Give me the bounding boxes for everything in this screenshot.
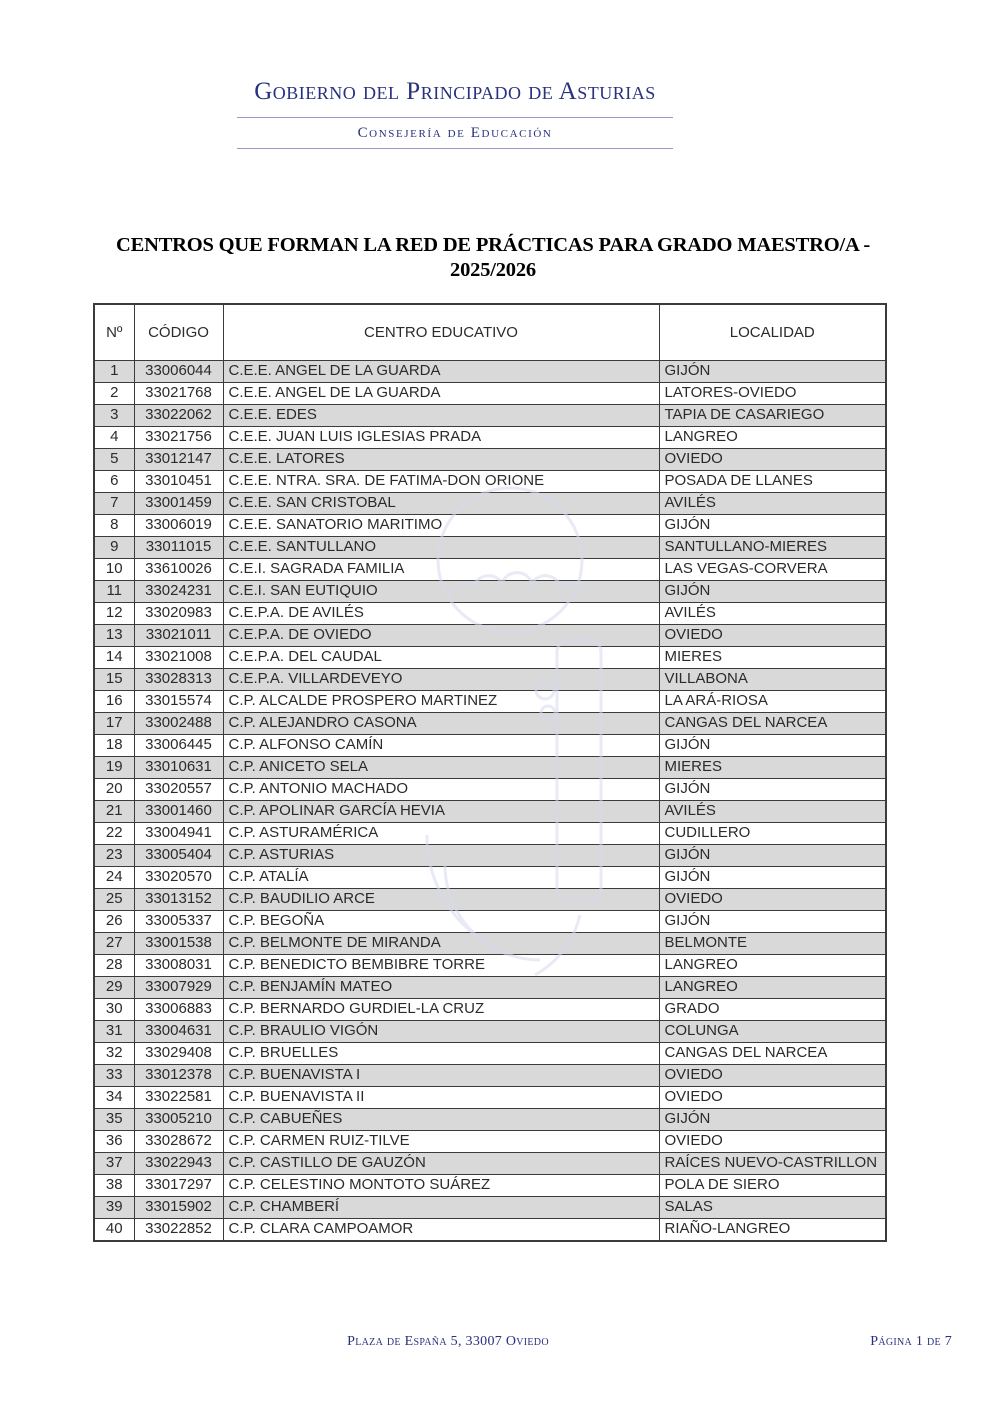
center-locality: GIJÓN [659, 910, 886, 932]
center-name: C.P. CABUEÑES [223, 1108, 659, 1130]
center-code: 33021756 [134, 426, 223, 448]
row-number: 24 [94, 866, 134, 888]
row-number: 38 [94, 1174, 134, 1196]
center-locality: POLA DE SIERO [659, 1174, 886, 1196]
center-locality: LATORES-OVIEDO [659, 382, 886, 404]
table-row [94, 690, 886, 712]
center-name: C.E.E. ANGEL DE LA GUARDA [223, 360, 659, 382]
table-row [94, 1086, 886, 1108]
center-name: C.E.E. SAN CRISTOBAL [223, 492, 659, 514]
center-locality: GIJÓN [659, 734, 886, 756]
center-name: C.P. CARMEN RUIZ-TILVE [223, 1130, 659, 1152]
center-name: C.P. BRUELLES [223, 1042, 659, 1064]
table-row [94, 558, 886, 580]
row-number: 12 [94, 602, 134, 624]
center-name: C.E.E. SANATORIO MARITIMO [223, 514, 659, 536]
center-code: 33013152 [134, 888, 223, 910]
center-locality: MIERES [659, 756, 886, 778]
row-number: 5 [94, 448, 134, 470]
table-row [94, 866, 886, 888]
center-code: 33006019 [134, 514, 223, 536]
center-name: C.P. ANTONIO MACHADO [223, 778, 659, 800]
center-code: 33020570 [134, 866, 223, 888]
row-number: 23 [94, 844, 134, 866]
centers-table [93, 303, 887, 1242]
row-number: 6 [94, 470, 134, 492]
row-number: 1 [94, 360, 134, 382]
center-locality: GIJÓN [659, 1108, 886, 1130]
center-name: C.E.E. SANTULLANO [223, 536, 659, 558]
center-code: 33004631 [134, 1020, 223, 1042]
table-row [94, 1152, 886, 1174]
center-locality: BELMONTE [659, 932, 886, 954]
table-row [94, 734, 886, 756]
row-number: 8 [94, 514, 134, 536]
row-number: 29 [94, 976, 134, 998]
center-name: C.E.I. SAN EUTIQUIO [223, 580, 659, 602]
center-locality: RIAÑO-LANGREO [659, 1218, 886, 1241]
row-number: 39 [94, 1196, 134, 1218]
center-name: C.P. ANICETO SELA [223, 756, 659, 778]
center-name: C.E.I. SAGRADA FAMILIA [223, 558, 659, 580]
center-locality: CANGAS DEL NARCEA [659, 712, 886, 734]
center-code: 33012378 [134, 1064, 223, 1086]
table-row [94, 1020, 886, 1042]
center-locality: MIERES [659, 646, 886, 668]
center-code: 33005210 [134, 1108, 223, 1130]
center-code: 33005337 [134, 910, 223, 932]
center-locality: GIJÓN [659, 844, 886, 866]
row-number: 11 [94, 580, 134, 602]
center-locality: LA ARÁ-RIOSA [659, 690, 886, 712]
center-code: 33006044 [134, 360, 223, 382]
center-code: 33004941 [134, 822, 223, 844]
center-code: 33008031 [134, 954, 223, 976]
center-locality: LAS VEGAS-CORVERA [659, 558, 886, 580]
center-name: C.P. ALCALDE PROSPERO MARTINEZ [223, 690, 659, 712]
row-number: 20 [94, 778, 134, 800]
center-name: C.P. CASTILLO DE GAUZÓN [223, 1152, 659, 1174]
row-number: 15 [94, 668, 134, 690]
table-row [94, 998, 886, 1020]
center-code: 33006883 [134, 998, 223, 1020]
center-name: C.P. BERNARDO GURDIEL-LA CRUZ [223, 998, 659, 1020]
center-code: 33011015 [134, 536, 223, 558]
table-row [94, 1218, 886, 1241]
center-code: 33020557 [134, 778, 223, 800]
page-title-line1: CENTROS QUE FORMAN LA RED DE PRÁCTICAS PARA GRADO MAESTRO/A - [116, 234, 870, 256]
table-row [94, 1196, 886, 1218]
center-name: C.P. BAUDILIO ARCE [223, 888, 659, 910]
table-row [94, 778, 886, 800]
footer-address: Plaza de España 5, 33007 Oviedo [347, 1334, 549, 1349]
row-number: 30 [94, 998, 134, 1020]
center-name: C.P. BEGOÑA [223, 910, 659, 932]
center-name: C.P. BUENAVISTA II [223, 1086, 659, 1108]
center-locality: LANGREO [659, 426, 886, 448]
center-code: 33022581 [134, 1086, 223, 1108]
table-row [94, 712, 886, 734]
center-code: 33610026 [134, 558, 223, 580]
row-number: 31 [94, 1020, 134, 1042]
table-row [94, 1108, 886, 1130]
center-name: C.P. ASTURAMÉRICA [223, 822, 659, 844]
center-locality: AVILÉS [659, 492, 886, 514]
table-row [94, 602, 886, 624]
center-locality: OVIEDO [659, 624, 886, 646]
row-number: 13 [94, 624, 134, 646]
table-row [94, 426, 886, 448]
center-name: C.E.P.A. DE AVILÉS [223, 602, 659, 624]
center-name: C.E.E. JUAN LUIS IGLESIAS PRADA [223, 426, 659, 448]
center-name: C.P. BENJAMÍN MATEO [223, 976, 659, 998]
row-number: 14 [94, 646, 134, 668]
center-code: 33001459 [134, 492, 223, 514]
center-code: 33006445 [134, 734, 223, 756]
row-number: 36 [94, 1130, 134, 1152]
table-row [94, 668, 886, 690]
center-code: 33012147 [134, 448, 223, 470]
center-locality: AVILÉS [659, 800, 886, 822]
column-header-locality: LOCALIDAD [659, 304, 886, 360]
table-row [94, 756, 886, 778]
center-name: C.P. BELMONTE DE MIRANDA [223, 932, 659, 954]
table-row [94, 470, 886, 492]
center-locality: SALAS [659, 1196, 886, 1218]
center-locality: CUDILLERO [659, 822, 886, 844]
center-name: C.P. BENEDICTO BEMBIBRE TORRE [223, 954, 659, 976]
row-number: 22 [94, 822, 134, 844]
center-locality: VILLABONA [659, 668, 886, 690]
org-name: Gobierno del Principado de Asturias [254, 78, 656, 105]
table-row [94, 800, 886, 822]
center-name: C.E.P.A. DE OVIEDO [223, 624, 659, 646]
row-number: 2 [94, 382, 134, 404]
table-row [94, 1042, 886, 1064]
center-name: C.P. CHAMBERÍ [223, 1196, 659, 1218]
department-name: Consejería de Educación [357, 125, 553, 141]
center-locality: LANGREO [659, 954, 886, 976]
row-number: 16 [94, 690, 134, 712]
center-locality: OVIEDO [659, 448, 886, 470]
center-locality: GIJÓN [659, 778, 886, 800]
center-locality: OVIEDO [659, 1130, 886, 1152]
center-locality: OVIEDO [659, 888, 886, 910]
center-locality: POSADA DE LLANES [659, 470, 886, 492]
column-header-number: Nº [94, 304, 134, 360]
center-code: 33010451 [134, 470, 223, 492]
row-number: 37 [94, 1152, 134, 1174]
table-row [94, 646, 886, 668]
center-code: 33024231 [134, 580, 223, 602]
center-name: C.P. BUENAVISTA I [223, 1064, 659, 1086]
table-row [94, 1064, 886, 1086]
center-locality: GIJÓN [659, 360, 886, 382]
letterhead [237, 78, 673, 149]
center-locality: AVILÉS [659, 602, 886, 624]
table-row [94, 1130, 886, 1152]
row-number: 19 [94, 756, 134, 778]
center-code: 33022943 [134, 1152, 223, 1174]
center-name: C.E.E. NTRA. SRA. DE FATIMA-DON ORIONE [223, 470, 659, 492]
table-row [94, 844, 886, 866]
table-row [94, 910, 886, 932]
center-code: 33020983 [134, 602, 223, 624]
center-name: C.P. ATALÍA [223, 866, 659, 888]
center-locality: GIJÓN [659, 514, 886, 536]
center-locality: CANGAS DEL NARCEA [659, 1042, 886, 1064]
center-locality: COLUNGA [659, 1020, 886, 1042]
table-row [94, 448, 886, 470]
center-code: 33001538 [134, 932, 223, 954]
center-locality: GIJÓN [659, 866, 886, 888]
page-title [93, 233, 893, 283]
footer-page-number: Página 1 de 7 [870, 1334, 952, 1349]
center-name: C.P. APOLINAR GARCÍA HEVIA [223, 800, 659, 822]
center-code: 33022852 [134, 1218, 223, 1241]
center-name: C.P. CELESTINO MONTOTO SUÁREZ [223, 1174, 659, 1196]
row-number: 28 [94, 954, 134, 976]
center-code: 33007929 [134, 976, 223, 998]
row-number: 9 [94, 536, 134, 558]
row-number: 40 [94, 1218, 134, 1241]
center-name: C.P. ASTURIAS [223, 844, 659, 866]
center-code: 33021768 [134, 382, 223, 404]
center-name: C.P. ALEJANDRO CASONA [223, 712, 659, 734]
row-number: 18 [94, 734, 134, 756]
center-code: 33029408 [134, 1042, 223, 1064]
table-row [94, 580, 886, 602]
center-code: 33015574 [134, 690, 223, 712]
center-locality: SANTULLANO-MIERES [659, 536, 886, 558]
center-name: C.P. ALFONSO CAMÍN [223, 734, 659, 756]
column-header-code: CÓDIGO [134, 304, 223, 360]
center-name: C.E.P.A. DEL CAUDAL [223, 646, 659, 668]
table-row [94, 1174, 886, 1196]
center-locality: LANGREO [659, 976, 886, 998]
table-row [94, 976, 886, 998]
table-row [94, 624, 886, 646]
letterhead-rule-bottom [237, 148, 673, 149]
center-code: 33005404 [134, 844, 223, 866]
table-row [94, 382, 886, 404]
table-row [94, 932, 886, 954]
centers-table-wrapper [93, 303, 887, 1242]
table-row [94, 404, 886, 426]
center-code: 33021008 [134, 646, 223, 668]
table-row [94, 360, 886, 382]
table-header-row [94, 304, 886, 360]
center-locality: OVIEDO [659, 1064, 886, 1086]
center-code: 33021011 [134, 624, 223, 646]
center-locality: RAÍCES NUEVO-CASTRILLON [659, 1152, 886, 1174]
row-number: 32 [94, 1042, 134, 1064]
row-number: 35 [94, 1108, 134, 1130]
center-name: C.E.P.A. VILLARDEVEYO [223, 668, 659, 690]
center-code: 33010631 [134, 756, 223, 778]
table-row [94, 954, 886, 976]
table-row [94, 822, 886, 844]
table-body [94, 360, 886, 1241]
center-name: C.P. CLARA CAMPOAMOR [223, 1218, 659, 1241]
center-name: C.E.E. EDES [223, 404, 659, 426]
page-title-line2: 2025/2026 [450, 259, 536, 281]
row-number: 17 [94, 712, 134, 734]
center-code: 33028672 [134, 1130, 223, 1152]
row-number: 33 [94, 1064, 134, 1086]
row-number: 3 [94, 404, 134, 426]
row-number: 27 [94, 932, 134, 954]
row-number: 4 [94, 426, 134, 448]
center-locality: GIJÓN [659, 580, 886, 602]
table-row [94, 536, 886, 558]
column-header-center: CENTRO EDUCATIVO [223, 304, 659, 360]
row-number: 10 [94, 558, 134, 580]
center-code: 33015902 [134, 1196, 223, 1218]
row-number: 25 [94, 888, 134, 910]
center-code: 33001460 [134, 800, 223, 822]
center-code: 33002488 [134, 712, 223, 734]
center-name: C.E.E. ANGEL DE LA GUARDA [223, 382, 659, 404]
center-name: C.E.E. LATORES [223, 448, 659, 470]
row-number: 7 [94, 492, 134, 514]
center-locality: GRADO [659, 998, 886, 1020]
center-code: 33017297 [134, 1174, 223, 1196]
center-code: 33028313 [134, 668, 223, 690]
center-name: C.P. BRAULIO VIGÓN [223, 1020, 659, 1042]
row-number: 34 [94, 1086, 134, 1108]
table-row [94, 514, 886, 536]
center-locality: TAPIA DE CASARIEGO [659, 404, 886, 426]
table-row [94, 888, 886, 910]
row-number: 21 [94, 800, 134, 822]
center-locality: OVIEDO [659, 1086, 886, 1108]
center-code: 33022062 [134, 404, 223, 426]
row-number: 26 [94, 910, 134, 932]
table-row [94, 492, 886, 514]
